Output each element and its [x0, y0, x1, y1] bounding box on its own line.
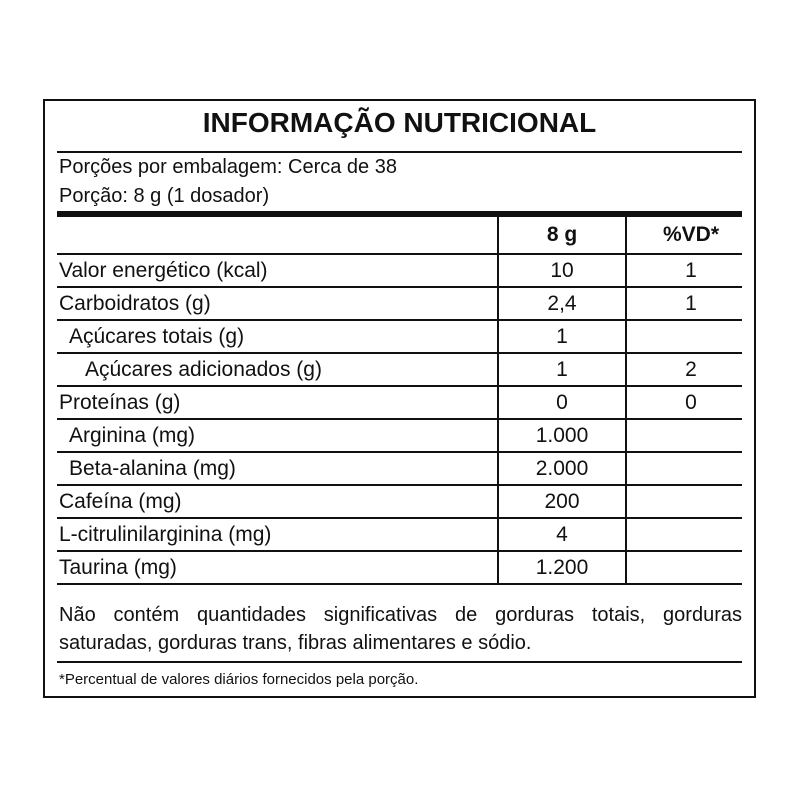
nutrient-row — [57, 255, 742, 288]
nutrient-row — [57, 288, 742, 321]
nutrient-rows — [57, 255, 742, 585]
nutrient-row — [57, 486, 742, 519]
nutrient-amount: 200 — [544, 490, 580, 513]
not-significant-note: Não contém quantidades significativas de gorduras totais, gorduras saturadas, gorduras trans, fibras alimentares e sódio. — [59, 604, 742, 654]
nutrient-name: Açúcares totais (g) — [69, 325, 245, 348]
nutrient-dv: 1 — [685, 259, 697, 282]
nutrient-table — [57, 217, 742, 585]
nutrient-amount: 0 — [556, 391, 568, 414]
nutrition-facts-panel — [43, 99, 756, 698]
nutrient-dv: 1 — [685, 292, 697, 315]
nutrient-name: Proteínas (g) — [59, 391, 181, 414]
dv-footnote: *Percentual de valores diários fornecidos pela porção. — [59, 671, 419, 688]
nutrient-name: Beta-alanina (mg) — [69, 457, 236, 480]
column-header-amount: 8 g — [546, 223, 578, 246]
nutrient-amount: 1 — [556, 358, 568, 381]
serving-size: Porção: 8 g (1 dosador) — [59, 185, 270, 207]
nutrient-name: Cafeína (mg) — [59, 490, 182, 513]
nutrient-amount: 2.000 — [535, 457, 589, 480]
nutrient-row — [57, 420, 742, 453]
nutrient-dv: 2 — [685, 358, 697, 381]
nutrient-row — [57, 552, 742, 585]
nutrient-row — [57, 387, 742, 420]
nutrient-name: Carboidratos (g) — [59, 292, 211, 315]
nutrient-name: Taurina (mg) — [59, 556, 177, 579]
table-header-row — [57, 217, 742, 255]
nutrient-row — [57, 354, 742, 387]
servings-per-package: Porções por embalagem: Cerca de 38 — [59, 156, 397, 178]
column-header-dv: %VD* — [662, 223, 720, 246]
nutrient-amount: 1.000 — [535, 424, 589, 447]
footer-divider — [57, 661, 742, 663]
nutrient-amount: 10 — [550, 259, 574, 282]
title-divider — [57, 151, 742, 153]
nutrient-name: Açúcares adicionados (g) — [85, 358, 322, 381]
nutrient-name: Valor energético (kcal) — [59, 259, 268, 282]
nutrient-amount: 1.200 — [535, 556, 589, 579]
nutrient-amount: 1 — [556, 325, 568, 348]
nutrient-row — [57, 321, 742, 354]
nutrient-amount: 4 — [556, 523, 568, 546]
nutrient-row — [57, 519, 742, 552]
nutrient-dv: 0 — [685, 391, 697, 414]
nutrient-amount: 2,4 — [547, 292, 577, 315]
label-title: INFORMAÇÃO NUTRICIONAL — [202, 107, 597, 138]
nutrient-name: L-citrulinilarginina (mg) — [59, 523, 272, 546]
nutrient-name: Arginina (mg) — [69, 424, 196, 447]
nutrient-row — [57, 453, 742, 486]
